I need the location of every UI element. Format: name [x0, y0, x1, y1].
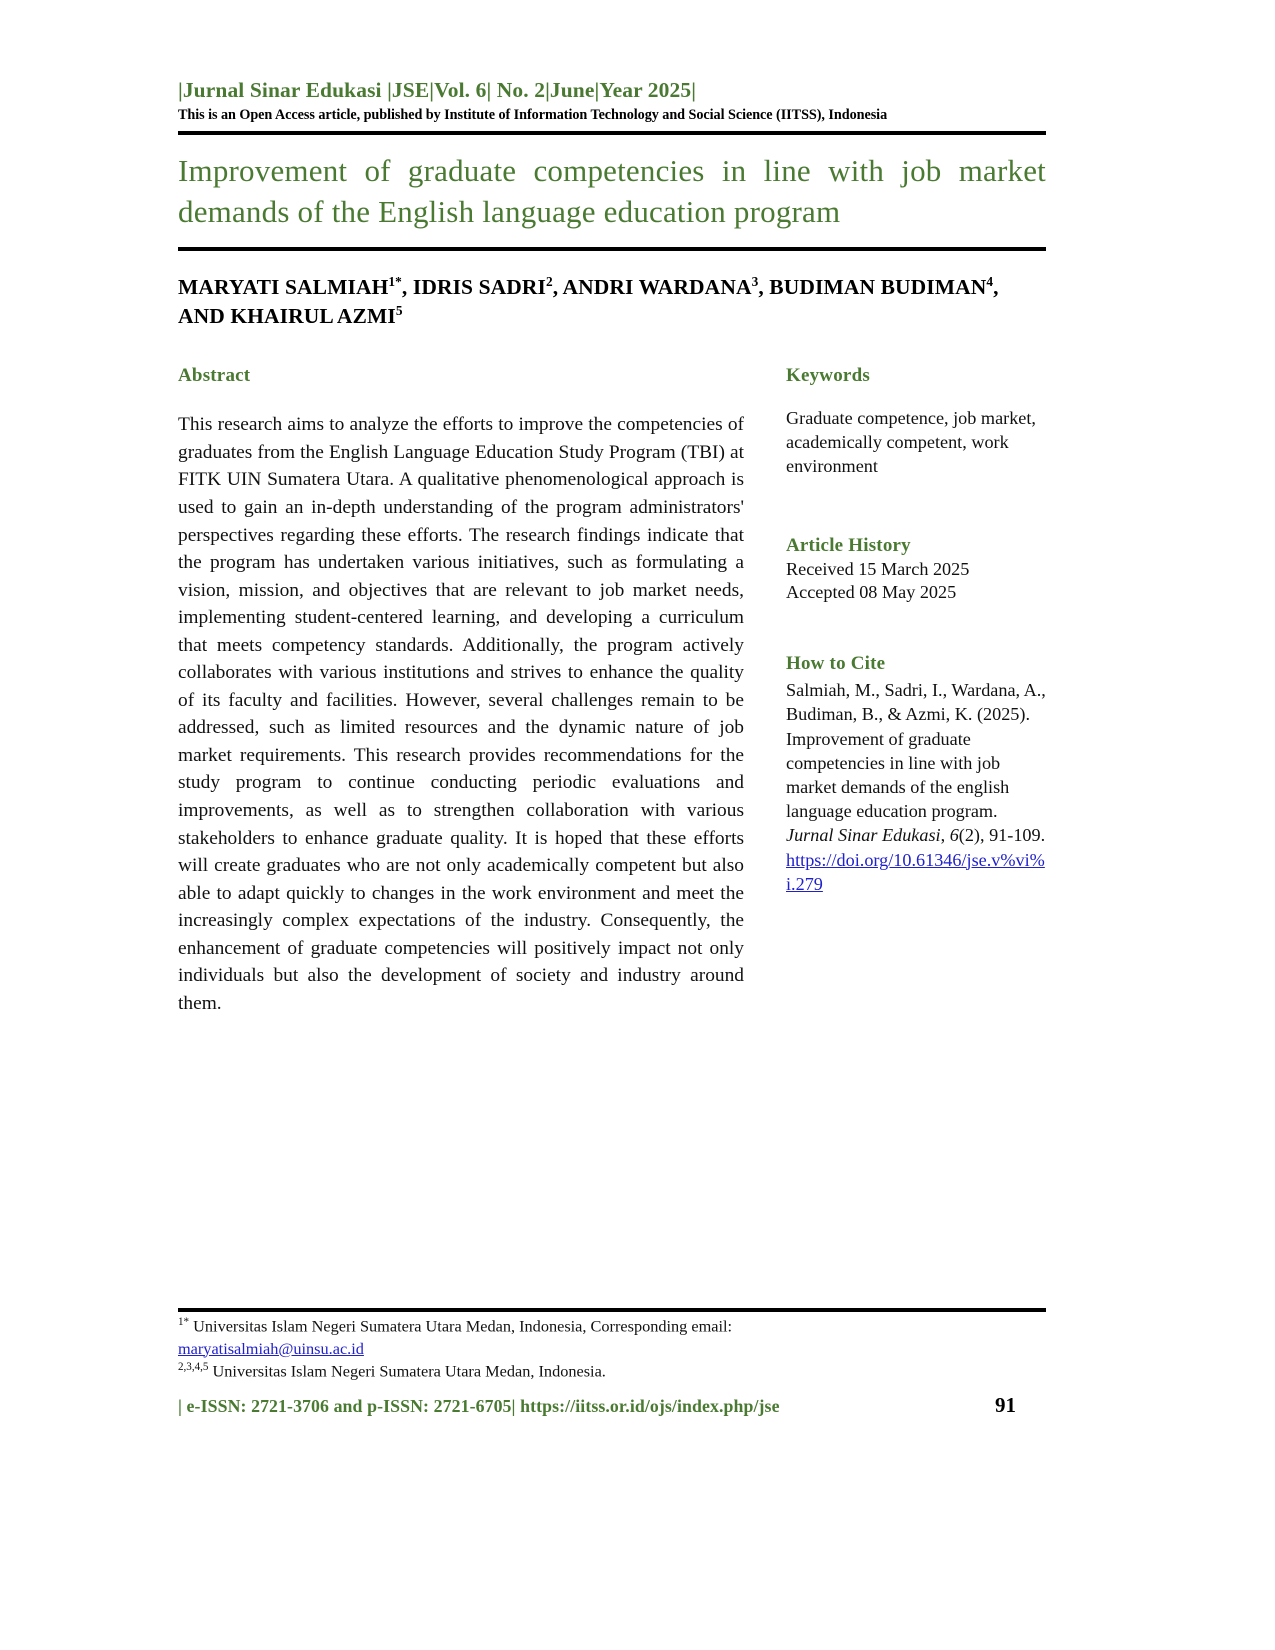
citation-issue-pages: (2), 91-109.	[958, 825, 1046, 846]
keywords-heading: Keywords	[786, 364, 870, 386]
footnotes-block	[178, 1315, 1058, 1382]
citation-text	[786, 678, 1046, 847]
abstract-text: This research aims to analyze the efforts to improve the competencies of graduates from the English Language Education Study Program (TBI) at FITK UIN Sumatera Utara. A qualitative phenomenological approach is used to gain an in-depth understanding of the program administrators' perspectives regarding these efforts. The research findings indicate that the program has undertaken various initiatives, such as formulating a vision, mission, and objectives that are relevant to job market needs, implementing student-centered learning, and developing a curriculum that meets competency standards. Additionally, the program actively collaborates with various institutions and strives to enhance the quality of its faculty and facilities. However, several challenges remain to be addressed, such as limited resources and the dynamic nature of job market requirements. This research provides recommendations for the study program to continue conducting periodic evaluations and improvements, as well as to strengthen collaboration with various stakeholders to enhance graduate quality. It is hoped that these efforts will create graduates who are not only academically competent but also able to adapt quickly to changes in the work environment and meet the increasingly complex expectations of the industry. Consequently, the enhancement of graduate competencies will positively impact not only individuals but also the development of society and industry around them.	[178, 414, 744, 1014]
footnote-2-marker: 2,3,4,5	[178, 1360, 209, 1373]
how-to-cite-heading: How to Cite	[786, 653, 886, 675]
accepted-date: Accepted 08 May 2025	[786, 582, 957, 603]
article-history-block	[786, 535, 1046, 605]
received-date: Received 15 March 2025	[786, 558, 970, 579]
how-to-cite-block	[786, 653, 1046, 896]
masthead-divider	[178, 131, 1046, 135]
citation-volume: 6	[949, 825, 959, 846]
footnote-email-line	[178, 1338, 1058, 1360]
abstract-column	[178, 365, 744, 1037]
open-access-note: This is an Open Access article, published by Institute of Information Technology and Social Science (IITSS), Indonesia	[178, 106, 888, 123]
abstract-and-metadata-columns	[178, 365, 1046, 1037]
page-title: Improvement of graduate competencies in line with job market demands of the English language education program	[178, 152, 1046, 229]
keywords-block	[786, 365, 1046, 479]
footnote-1-marker: 1*	[178, 1316, 190, 1328]
journal-issue-line: |Jurnal Sinar Edukasi |JSE|Vol. 6| No. 2|June|Year 2025|	[178, 78, 697, 102]
citation-journal-name: Jurnal Sinar Edukasi	[786, 825, 941, 846]
page-number: 91	[995, 1393, 1016, 1417]
footnote-1-text: Universitas Islam Negeri Sumatera Utara Medan, Indonesia, Corresponding email:	[189, 1316, 733, 1336]
article-history-heading: Article History	[786, 534, 911, 556]
title-divider	[178, 247, 1046, 251]
author-list: MARYATI $SALMIAH^{1*}$, IDRIS SADRI$^2$, ANDRI WARDANA$^3$, BUDIMAN BUDIMAN$^4$, AND KHAIRUL AZMI$^5$	[178, 273, 999, 328]
footnote-2	[178, 1360, 1058, 1383]
metadata-column	[786, 365, 1046, 896]
citation-authors-and-title: Salmiah, M., Sadri, I., Wardana, A., Budiman, B., & Azmi, K. (2025). Improvement of graduate competencies in line with job market demands of the english language education program.	[786, 680, 1046, 822]
issn-and-site-line: | e-ISSN: 2721-3706 and p-ISSN: 2721-6705| https://iitss.or.id/ojs/index.php/jse	[178, 1396, 780, 1416]
footnote-2-text: Universitas Islam Negeri Sumatera Utara Medan, Indonesia.	[208, 1361, 606, 1381]
footnote-1	[178, 1315, 1058, 1338]
page-footer	[178, 1393, 1046, 1418]
footnote-divider	[178, 1308, 1046, 1312]
citation-comma: ,	[940, 825, 950, 846]
keywords-text: Graduate competence, job market, academically competent, work environment	[786, 408, 1036, 476]
corresponding-email-link[interactable]: maryatisalmiah@uinsu.ac.id	[178, 1338, 364, 1358]
masthead	[178, 78, 1046, 124]
abstract-heading: Abstract	[178, 364, 251, 386]
page-content	[178, 78, 1046, 1037]
doi-link[interactable]: https://doi.org/10.61346/jse.v%vi%i.279	[786, 849, 1045, 894]
